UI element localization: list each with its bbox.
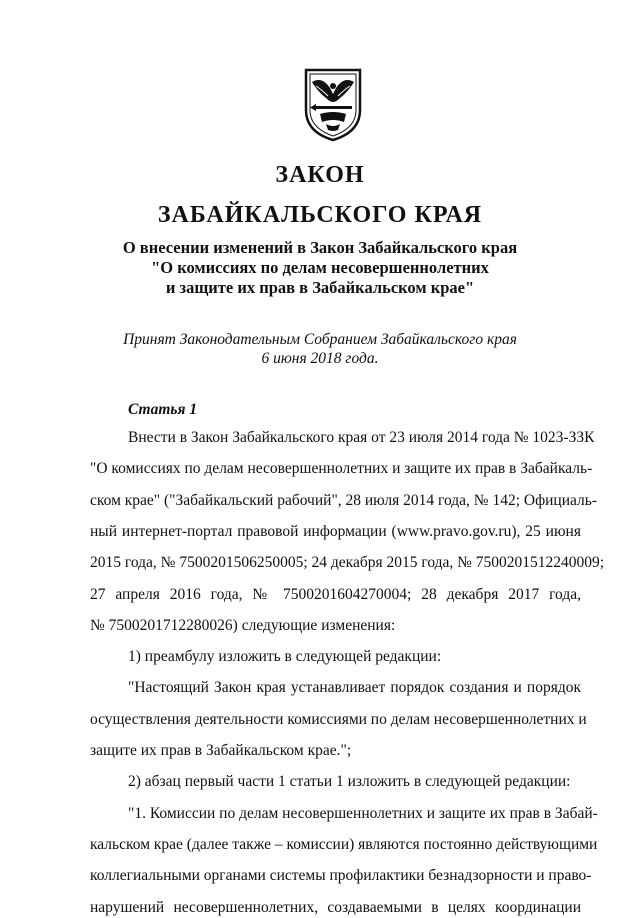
article-text-line: осуществления деятельности комиссиями по делам несовершеннолетних и (90, 710, 587, 728)
article-text-line: 2) абзац первый части 1 статьи 1 изложить в следующей редакции: (128, 773, 571, 791)
article-title: Статья 1 (128, 401, 198, 418)
article-text-line: 1) преамбулу изложить в следующей редакции: (128, 648, 442, 666)
article-text-line: ском крае" ("Забайкальский рабочий", 28 июля 2014 года, № 142; Официаль- (90, 491, 597, 509)
subtitle-line: О внесении изменений в Закон Забайкальского края (122, 238, 518, 257)
article-text-line: "О комиссиях по делам несовершеннолетних и защите их прав в Забайкаль- (90, 460, 593, 478)
adoption-line: Принят Законодательным Собранием Забайкальского края (123, 331, 517, 348)
adoption-note (0, 330, 640, 368)
article-text-line: кальском крае (далее также – комиссии) являются постоянно действующими (90, 835, 598, 853)
article-text-line: 2015 года, № 7500201506250005; 24 декабря 2015 года, № 7500201512240009; (90, 554, 605, 572)
article-text-line: "1. Комиссии по делам несовершеннолетних и защите их прав в Забай- (128, 804, 598, 822)
article-text-line: № 7500201712280026) следующие изменения: (90, 616, 396, 634)
article-text-line: коллегиальными органами системы профилактики безнадзорности и право- (90, 867, 592, 885)
article-text-line: "Настоящий Закон края устанавливает порядок создания и порядок (128, 679, 581, 697)
article-text-line: Внести в Закон Забайкальского края от 23 июля 2014 года № 1023-ЗЗК (128, 429, 595, 446)
subtitle-line: "О комиссиях по делам несовершеннолетних (151, 258, 489, 277)
article-text-line: ный интернет-портал правовой информации (www.pravo.gov.ru), 25 июня (90, 522, 581, 540)
article-text-line: защите их прав в Забайкальском крае."; (90, 742, 352, 759)
article-text-line: 27 апреля 2016 года, № 7500201604270004; 28 декабря 2017 года, (90, 585, 581, 603)
coat-of-arms-icon (300, 66, 366, 142)
law-title: ЗАКОН (275, 162, 365, 188)
adoption-line: 6 июня 2018 года. (261, 350, 379, 367)
subtitle-line: и защите их прав в Забайкальском крае" (165, 278, 475, 297)
law-region-title: ЗАБАЙКАЛЬСКОГО КРАЯ (157, 202, 483, 228)
law-subtitle (0, 238, 640, 298)
article-text-line: нарушений несовершеннолетних, создаваемыми в целях координации (90, 898, 581, 916)
